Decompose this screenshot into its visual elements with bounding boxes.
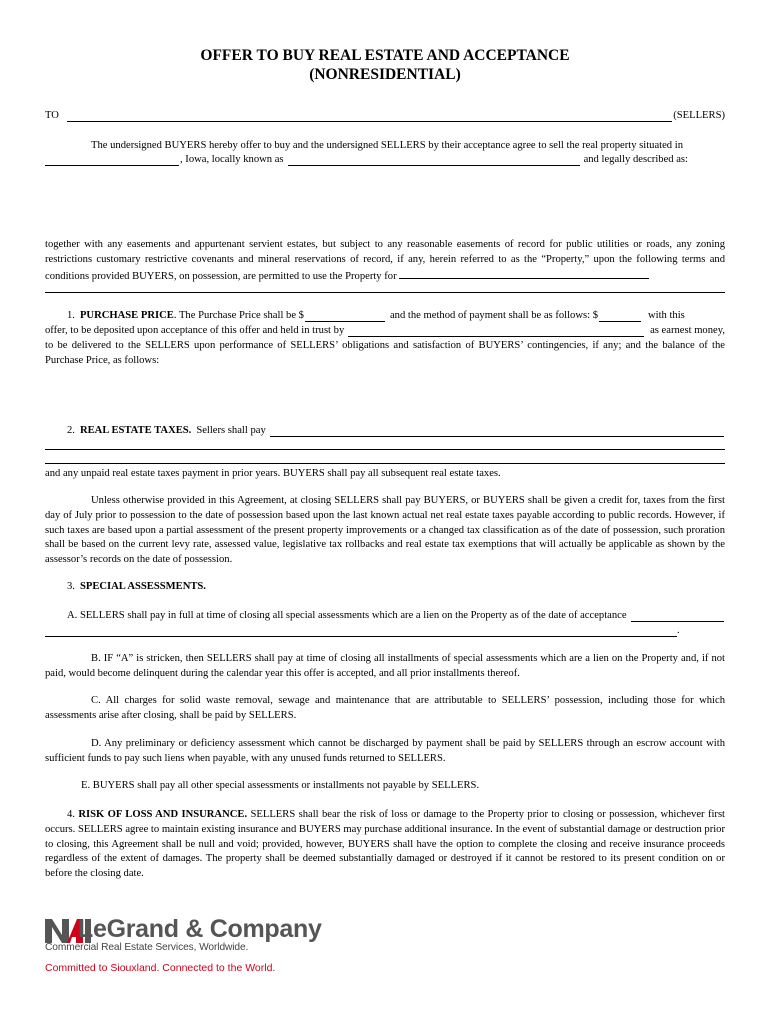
taxes-field[interactable] — [270, 426, 724, 437]
document-subtitle: (NONRESIDENTIAL) — [309, 66, 461, 83]
s3-text-a: A. SELLERS shall pay in full at time of closing all special assessments which are a lien on the Property as of the date of acceptance — [67, 610, 627, 621]
s3-text-d: D. Any preliminary or deficiency assessment which cannot be discharged by payment shall be paid by SELLERS through an escrow account with sufficient funds to pay such liens when payable, with any unused funds returned to SELLERS. — [45, 738, 725, 764]
document-title: OFFER TO BUY REAL ESTATE AND ACCEPTANCE — [200, 47, 570, 64]
s3a-period: . — [677, 625, 680, 636]
s4-number: 4. — [67, 809, 75, 820]
acceptance-date-field[interactable] — [631, 611, 724, 622]
to-label: TO — [45, 110, 59, 121]
company-name: LeGrand & Company — [78, 915, 322, 943]
county-field[interactable] — [45, 155, 179, 166]
s3-heading: SPECIAL ASSESSMENTS. — [79, 581, 206, 592]
trust-holder-field[interactable] — [348, 326, 644, 337]
taxes-line-2[interactable] — [45, 449, 725, 450]
s2-heading: REAL ESTATE TAXES. — [79, 425, 192, 436]
together-text-body: together with any easements and appurtenant servient estates, but subject to any reasonable easements of record for public utilities or roads, any zoning restrictions customary restrictive covenants and mineral reservations of record, if any, herein referred to as the “Property,” upon the following terms and conditions provided BUYERS, on possession, are permitted to use the Property for — [45, 239, 725, 282]
s2-text-c: Unless otherwise provided in this Agreement, at closing SELLERS shall pay BUYERS, or BUYERS shall be given a credit for, taxes from the first day of July prior to possession to the date of possession based upon the last known actual net real estate taxes payable according to public records. However, if such taxes are based upon a partial assessment of the present property improvements or a changed tax classification as of the date of possession, such proration shall be based on the current levy rate, assessed value, legislative tax rollbacks and real estate tax exemptions that will actually be applicable as shown by the assessor’s records on the date of possession. — [45, 495, 725, 566]
payment-amount-field[interactable] — [599, 311, 641, 322]
s2-text-b: and any unpaid real estate taxes payment in prior years. BUYERS shall pay all subsequent real estate taxes. — [45, 468, 501, 479]
intro-location-line — [45, 153, 725, 168]
sellers-label: (SELLERS) — [673, 110, 725, 121]
s2-text-a: Sellers shall pay — [196, 425, 266, 436]
s3-text-b: B. IF “A” is stricken, then SELLERS shall pay at time of closing all installments of special assessments which are a lien on the Property and, if not paid, would become delinquent during the calendar year this offer is accepted, and all prior installments thereof. — [45, 653, 725, 679]
section-2-line-1 — [45, 424, 725, 439]
company-subtitle: Commercial Real Estate Services, Worldwide. — [45, 942, 249, 953]
legally-described-text: and legally described as: — [583, 154, 688, 165]
taxes-line-3[interactable] — [45, 463, 725, 464]
s4-heading: RISK OF LOSS AND INSURANCE. — [78, 809, 248, 820]
section-3-heading — [45, 580, 725, 595]
s2-number: 2. — [67, 425, 75, 436]
intro-iowa-text: , Iowa, locally known as — [180, 154, 284, 165]
acceptance-date-field-2[interactable] — [45, 626, 677, 637]
s1-heading: PURCHASE PRICE — [79, 310, 174, 321]
property-use-line-2[interactable] — [45, 292, 725, 293]
section-1-line-1 — [45, 309, 725, 324]
together-text — [45, 238, 725, 284]
s1-text-a: . The Purchase Price shall be $ — [173, 310, 304, 321]
s1-text-d: offer, to be deposited upon acceptance of this offer and held in trust by — [45, 325, 345, 336]
s1-text-f: to be delivered to the SELLERS upon performance of SELLERS’ obligations and satisfaction of BUYERS’ contingencies, if any; and the balance of the Purchase Price, as follows: — [45, 340, 725, 366]
intro-text: The undersigned BUYERS hereby offer to buy and the undersigned SELLERS by their acceptance agree to sell the real property situated in — [91, 140, 683, 151]
to-sellers-line — [45, 109, 725, 124]
s1-text-c: with this — [648, 310, 685, 321]
known-as-field[interactable] — [288, 155, 580, 166]
s1-number: 1. — [67, 310, 75, 321]
section-1-line-2 — [45, 324, 725, 339]
purchase-price-field[interactable] — [305, 311, 385, 322]
s3-text-c: C. All charges for solid waste removal, sewage and maintenance that are attributable to SELLERS’ possession, including those for which assessments arise after closing, shall be paid by SELLERS. — [45, 695, 725, 721]
s4-text-a: SELLERS shall bear the risk of loss or damage to the Property prior to closing or possession, whichever first occurs. SELLERS agree to maintain existing insurance and BUYERS may purchase additional insurance. In the event of substantial damage or destruction prior to closing, this Agreement shall be null and void; provided, however, BUYERS shall have the option to complete the closing and receive insurance proceeds regardless of the extent of damages. The property shall be deemed substantially damaged or destroyed if it cannot be restored to its present condition on or before the closing date. — [45, 809, 726, 880]
s3-text-e: E. BUYERS shall pay all other special assessments or installments not payable by SELLERS. — [81, 780, 480, 791]
section-4-text — [45, 808, 725, 882]
property-use-field[interactable] — [399, 268, 649, 279]
s1-text-b: and the method of payment shall be as follows: $ — [389, 310, 598, 321]
company-tagline: Committed to Siouxland. Connected to the World. — [45, 962, 276, 974]
s1-text-e: as earnest money, — [650, 325, 725, 336]
sellers-name-field[interactable] — [67, 111, 672, 122]
section-3a-line-2 — [45, 624, 725, 639]
s3-number: 3. — [67, 581, 75, 592]
section-3a-line-1 — [45, 609, 725, 624]
